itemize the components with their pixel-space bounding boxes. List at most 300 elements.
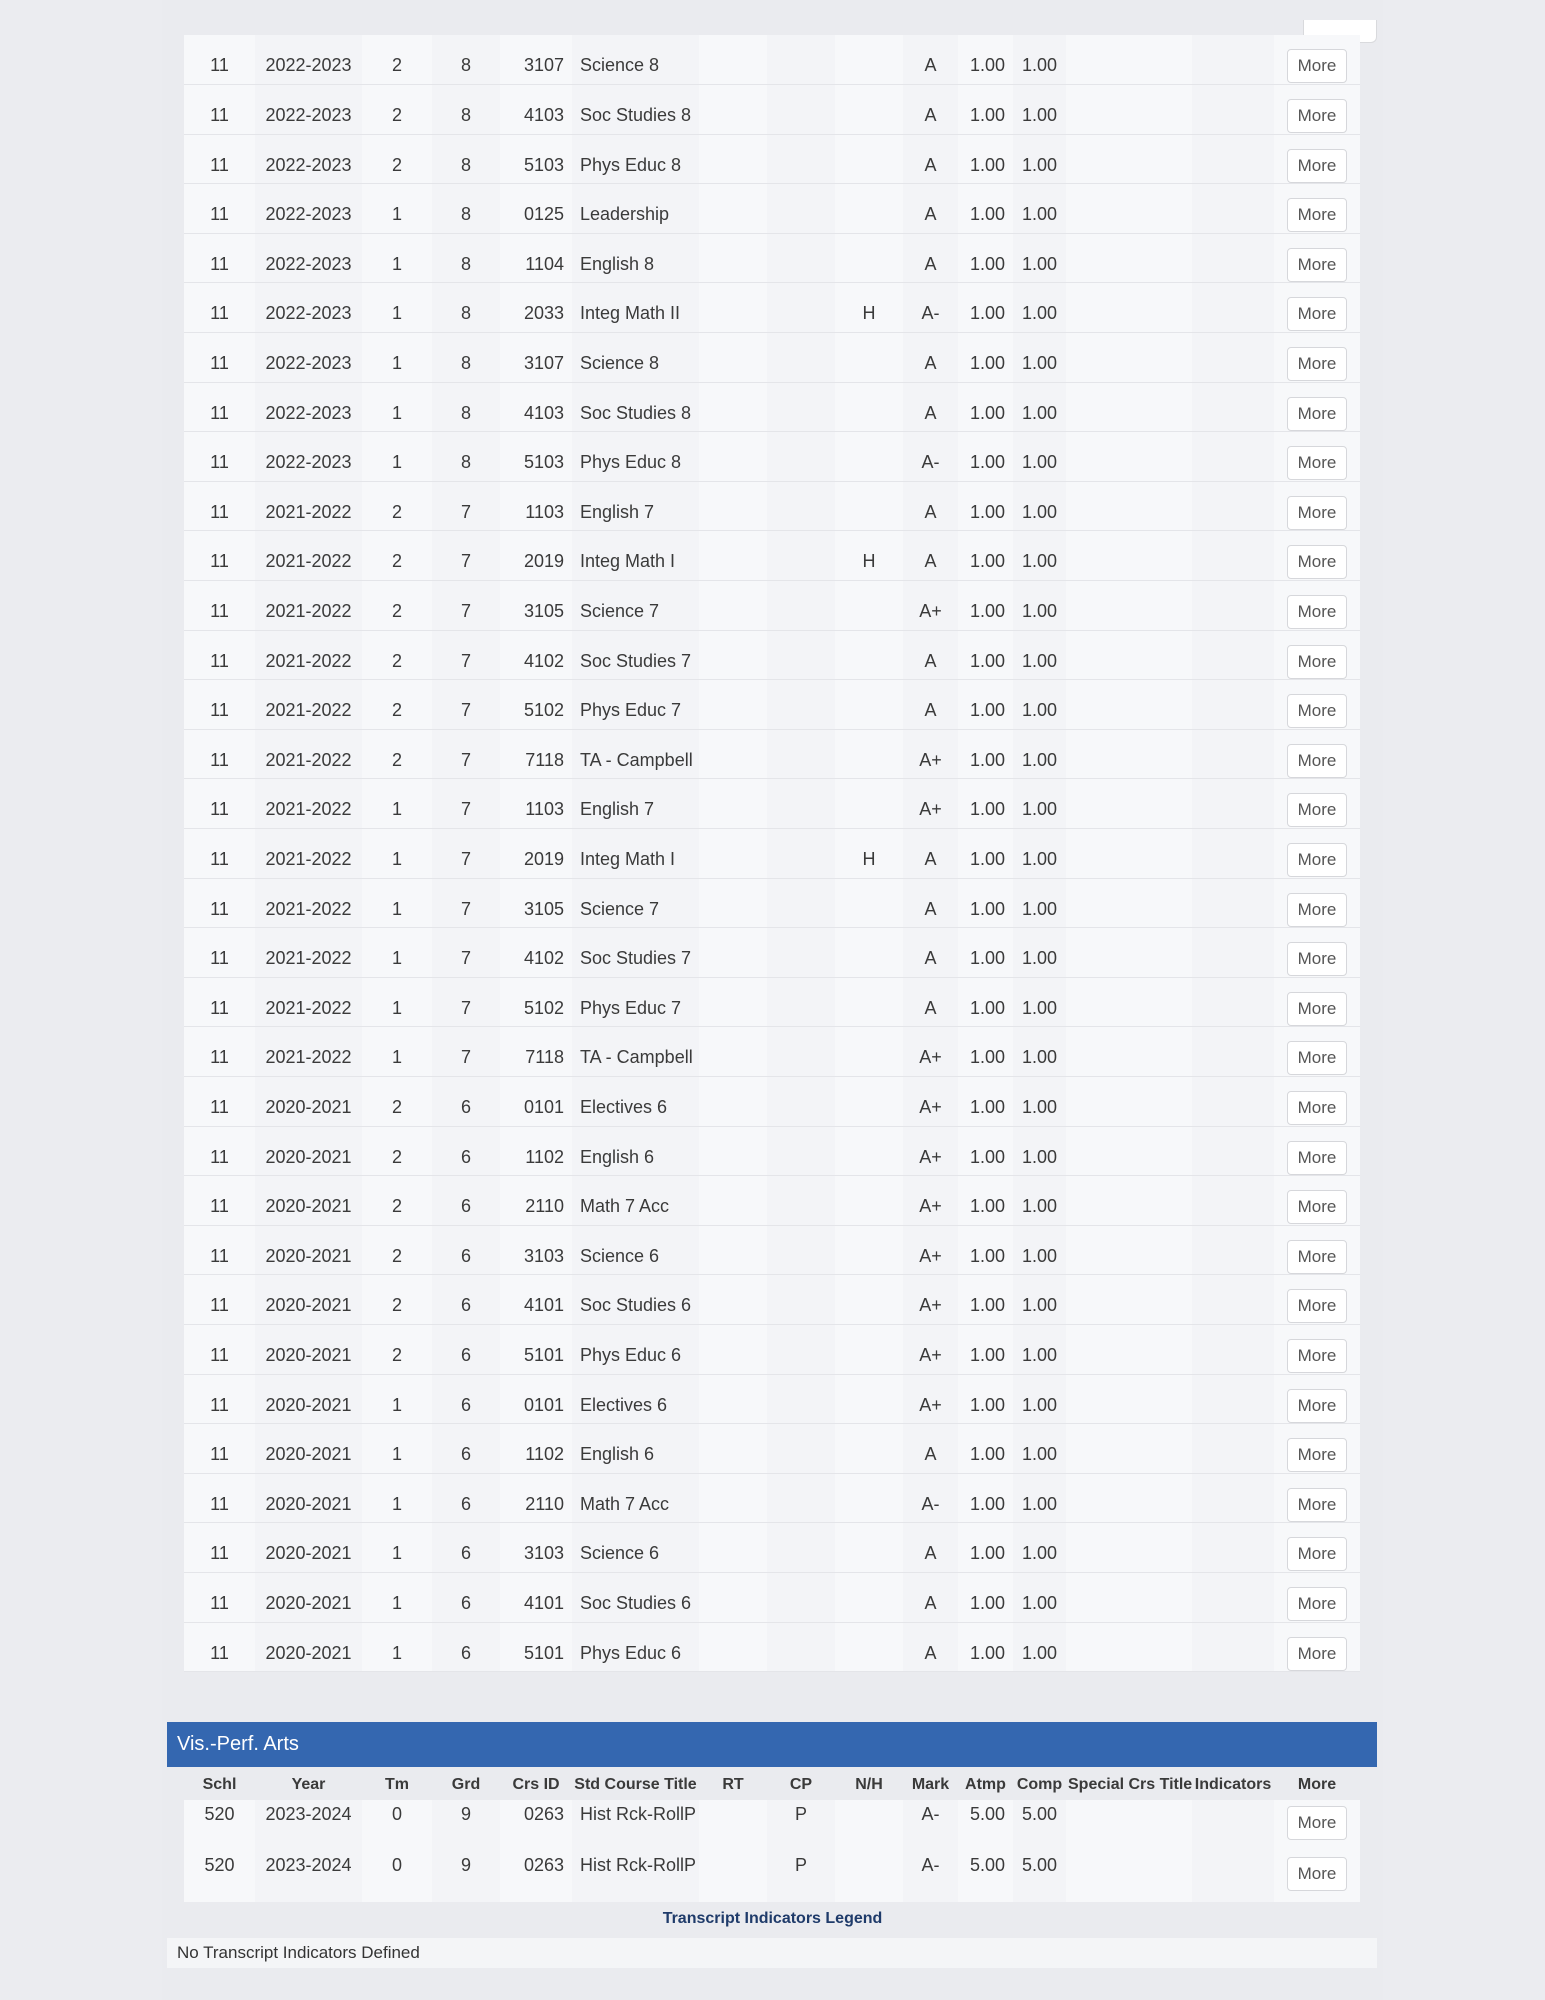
- cell-year: 2021-2022: [255, 481, 362, 531]
- cell-indicators: [1192, 779, 1274, 829]
- cell-indicators: [1192, 432, 1274, 482]
- cell-comp: 1.00: [1013, 531, 1066, 581]
- cell-cp: [767, 1176, 835, 1226]
- more-button[interactable]: More: [1287, 545, 1347, 579]
- cell-cp: [767, 1126, 835, 1176]
- cell-cp: [767, 134, 835, 184]
- cell-special-title: [1066, 35, 1192, 85]
- cell-mark: A: [903, 878, 958, 928]
- cell-rt: [699, 1523, 767, 1573]
- cell-tm: 2: [362, 481, 432, 531]
- cell-course-title: TA - Campbell: [572, 1027, 699, 1077]
- cell-comp: 1.00: [1013, 1424, 1066, 1474]
- cell-special-title: [1066, 1622, 1192, 1672]
- cell-tm: 2: [362, 531, 432, 581]
- cell-crs-id: 4101: [500, 1275, 572, 1325]
- table-header-row: [184, 1770, 1360, 1800]
- cell-mark: A: [903, 85, 958, 135]
- cell-more: [1274, 1622, 1360, 1672]
- column-header: Atmp: [958, 1770, 1013, 1800]
- cell-grd: 6: [432, 1374, 500, 1424]
- cell-year: 2021-2022: [255, 630, 362, 680]
- cell-course-title: Integ Math I: [572, 829, 699, 879]
- cell-more: [1274, 1473, 1360, 1523]
- table-row: [184, 1473, 1360, 1523]
- cell-year: 2020-2021: [255, 1275, 362, 1325]
- more-button[interactable]: More: [1287, 198, 1347, 232]
- transcript-page: [162, 0, 1383, 2000]
- cell-crs-id: 1102: [500, 1126, 572, 1176]
- cell-atmp: 1.00: [958, 184, 1013, 234]
- cell-nh: [835, 1076, 903, 1126]
- cell-grd: 7: [432, 581, 500, 631]
- cell-special-title: [1066, 481, 1192, 531]
- cell-tm: 2: [362, 581, 432, 631]
- cell-nh: [835, 1523, 903, 1573]
- cell-special-title: [1066, 1374, 1192, 1424]
- cell-cp: [767, 1572, 835, 1622]
- cell-tm: 2: [362, 85, 432, 135]
- more-button[interactable]: More: [1287, 1587, 1347, 1621]
- cell-mark: A: [903, 680, 958, 730]
- cell-cp: [767, 1622, 835, 1672]
- cell-nh: [835, 1572, 903, 1622]
- cell-tm: 2: [362, 35, 432, 85]
- cell-tm: 2: [362, 1225, 432, 1275]
- cell-special-title: [1066, 1424, 1192, 1474]
- cell-mark: A+: [903, 581, 958, 631]
- cell-more: [1274, 729, 1360, 779]
- cell-nh: [835, 581, 903, 631]
- cell-schl: 11: [184, 1275, 255, 1325]
- cell-indicators: [1192, 333, 1274, 383]
- more-button[interactable]: More: [1287, 1091, 1347, 1125]
- cell-rt: [699, 35, 767, 85]
- table-row: [184, 1176, 1360, 1226]
- more-button[interactable]: More: [1287, 1806, 1347, 1840]
- cell-nh: [835, 1473, 903, 1523]
- table-row: [184, 1225, 1360, 1275]
- cell-cp: [767, 382, 835, 432]
- cell-tm: 1: [362, 333, 432, 383]
- cell-grd: 7: [432, 531, 500, 581]
- cell-schl: 11: [184, 1473, 255, 1523]
- cell-rt: [699, 1572, 767, 1622]
- cell-nh: [835, 630, 903, 680]
- cell-year: 2021-2022: [255, 977, 362, 1027]
- cell-special-title: [1066, 928, 1192, 978]
- more-button[interactable]: More: [1287, 893, 1347, 927]
- table-row: [184, 134, 1360, 184]
- cell-cp: [767, 1275, 835, 1325]
- cell-more: [1274, 1324, 1360, 1374]
- cell-rt: [699, 1622, 767, 1672]
- cell-schl: 11: [184, 1374, 255, 1424]
- cell-atmp: 1.00: [958, 1523, 1013, 1573]
- cell-grd: 6: [432, 1523, 500, 1573]
- table-row: [184, 630, 1360, 680]
- cell-mark: A: [903, 928, 958, 978]
- cell-more: [1274, 1027, 1360, 1077]
- cell-comp: 1.00: [1013, 1324, 1066, 1374]
- more-button[interactable]: More: [1287, 843, 1347, 877]
- cell-nh: [835, 134, 903, 184]
- cell-year: 2022-2023: [255, 333, 362, 383]
- cell-tm: 1: [362, 878, 432, 928]
- cell-schl: 11: [184, 35, 255, 85]
- table-row: [184, 977, 1360, 1027]
- cell-course-title: Soc Studies 8: [572, 85, 699, 135]
- cell-comp: 1.00: [1013, 581, 1066, 631]
- cell-mark: A: [903, 382, 958, 432]
- cell-indicators: [1192, 1523, 1274, 1573]
- cell-schl: 11: [184, 481, 255, 531]
- cell-crs-id: 4102: [500, 630, 572, 680]
- more-button[interactable]: More: [1287, 1041, 1347, 1075]
- cell-crs-id: 3105: [500, 581, 572, 631]
- cell-course-title: Soc Studies 7: [572, 630, 699, 680]
- cell-more: [1274, 1800, 1360, 1851]
- column-header: Mark: [903, 1770, 958, 1800]
- cell-rt: [699, 829, 767, 879]
- cell-cp: [767, 829, 835, 879]
- cell-year: 2020-2021: [255, 1374, 362, 1424]
- cell-schl: 520: [184, 1851, 255, 1902]
- cell-comp: 1.00: [1013, 1374, 1066, 1424]
- cell-special-title: [1066, 829, 1192, 879]
- cell-rt: [699, 779, 767, 829]
- more-button[interactable]: More: [1287, 793, 1347, 827]
- more-button[interactable]: More: [1287, 1389, 1347, 1423]
- cell-special-title: [1066, 1572, 1192, 1622]
- cell-special-title: [1066, 333, 1192, 383]
- cell-more: [1274, 85, 1360, 135]
- cell-schl: 11: [184, 977, 255, 1027]
- cell-mark: A: [903, 35, 958, 85]
- cell-crs-id: 3105: [500, 878, 572, 928]
- cell-grd: 7: [432, 878, 500, 928]
- cell-indicators: [1192, 680, 1274, 730]
- cell-course-title: English 7: [572, 779, 699, 829]
- cell-grd: 8: [432, 283, 500, 333]
- more-button[interactable]: More: [1287, 744, 1347, 778]
- cell-atmp: 1.00: [958, 85, 1013, 135]
- cell-course-title: Electives 6: [572, 1374, 699, 1424]
- cell-tm: 1: [362, 977, 432, 1027]
- cell-more: [1274, 1523, 1360, 1573]
- cell-mark: A+: [903, 1126, 958, 1176]
- cell-mark: A: [903, 184, 958, 234]
- column-header: RT: [699, 1770, 767, 1800]
- cell-comp: 1.00: [1013, 779, 1066, 829]
- cell-tm: 2: [362, 1126, 432, 1176]
- cell-rt: [699, 581, 767, 631]
- cell-atmp: 1.00: [958, 233, 1013, 283]
- more-button[interactable]: More: [1287, 149, 1347, 183]
- cell-special-title: [1066, 85, 1192, 135]
- cell-indicators: [1192, 1027, 1274, 1077]
- cell-schl: 11: [184, 531, 255, 581]
- cell-year: 2022-2023: [255, 432, 362, 482]
- cell-comp: 1.00: [1013, 1076, 1066, 1126]
- cell-special-title: [1066, 1176, 1192, 1226]
- cell-more: [1274, 1374, 1360, 1424]
- cell-nh: [835, 1126, 903, 1176]
- more-button[interactable]: More: [1287, 1857, 1347, 1891]
- cell-mark: A-: [903, 1851, 958, 1902]
- cell-special-title: [1066, 1523, 1192, 1573]
- cell-course-title: Science 6: [572, 1523, 699, 1573]
- cell-rt: [699, 1473, 767, 1523]
- cell-comp: 1.00: [1013, 1572, 1066, 1622]
- table-row: [184, 1622, 1360, 1672]
- cell-rt: [699, 85, 767, 135]
- cell-crs-id: 5103: [500, 432, 572, 482]
- cell-more: [1274, 779, 1360, 829]
- cell-rt: [699, 1225, 767, 1275]
- cell-rt: [699, 1374, 767, 1424]
- cell-grd: 8: [432, 134, 500, 184]
- cell-rt: [699, 134, 767, 184]
- cell-schl: 11: [184, 729, 255, 779]
- cell-course-title: Phys Educ 6: [572, 1622, 699, 1672]
- cell-course-title: Math 7 Acc: [572, 1176, 699, 1226]
- cell-atmp: 1.00: [958, 1225, 1013, 1275]
- cell-comp: 1.00: [1013, 283, 1066, 333]
- cell-mark: A: [903, 481, 958, 531]
- cell-year: 2022-2023: [255, 382, 362, 432]
- cell-comp: 1.00: [1013, 1027, 1066, 1077]
- cell-rt: [699, 1176, 767, 1226]
- cell-grd: 8: [432, 333, 500, 383]
- table-row: [184, 1076, 1360, 1126]
- cell-year: 2022-2023: [255, 233, 362, 283]
- more-button[interactable]: More: [1287, 1289, 1347, 1323]
- more-button[interactable]: More: [1287, 595, 1347, 629]
- cell-comp: 1.00: [1013, 233, 1066, 283]
- cell-schl: 11: [184, 779, 255, 829]
- cell-crs-id: 4103: [500, 85, 572, 135]
- cell-course-title: Math 7 Acc: [572, 1473, 699, 1523]
- cell-indicators: [1192, 382, 1274, 432]
- more-button[interactable]: More: [1287, 1141, 1347, 1175]
- column-header: CP: [767, 1770, 835, 1800]
- cell-course-title: Leadership: [572, 184, 699, 234]
- cell-cp: [767, 779, 835, 829]
- cell-year: 2020-2021: [255, 1176, 362, 1226]
- cell-mark: A+: [903, 1076, 958, 1126]
- cell-special-title: [1066, 432, 1192, 482]
- cell-atmp: 1.00: [958, 729, 1013, 779]
- cell-year: 2021-2022: [255, 1027, 362, 1077]
- cell-mark: A+: [903, 729, 958, 779]
- cell-cp: [767, 184, 835, 234]
- more-button[interactable]: More: [1287, 49, 1347, 83]
- cell-year: 2020-2021: [255, 1424, 362, 1474]
- cell-atmp: 1.00: [958, 1027, 1013, 1077]
- cell-more: [1274, 977, 1360, 1027]
- cell-indicators: [1192, 1622, 1274, 1672]
- cell-atmp: 1.00: [958, 1176, 1013, 1226]
- more-button[interactable]: More: [1287, 248, 1347, 282]
- cell-schl: 11: [184, 928, 255, 978]
- cell-comp: 1.00: [1013, 1176, 1066, 1226]
- more-button[interactable]: More: [1287, 645, 1347, 679]
- cell-tm: 0: [362, 1800, 432, 1851]
- cell-crs-id: 3103: [500, 1523, 572, 1573]
- cell-rt: [699, 1800, 767, 1851]
- cell-crs-id: 3103: [500, 1225, 572, 1275]
- cell-comp: 1.00: [1013, 680, 1066, 730]
- cell-year: 2020-2021: [255, 1473, 362, 1523]
- cell-special-title: [1066, 680, 1192, 730]
- table-row: [184, 1800, 1360, 1851]
- cell-special-title: [1066, 184, 1192, 234]
- cell-grd: 7: [432, 928, 500, 978]
- cell-comp: 1.00: [1013, 85, 1066, 135]
- cell-crs-id: 0101: [500, 1374, 572, 1424]
- cell-indicators: [1192, 581, 1274, 631]
- cell-grd: 6: [432, 1473, 500, 1523]
- table-row: [184, 829, 1360, 879]
- cell-comp: 1.00: [1013, 1126, 1066, 1176]
- cell-schl: 11: [184, 1076, 255, 1126]
- cell-schl: 11: [184, 283, 255, 333]
- cell-year: 2022-2023: [255, 35, 362, 85]
- cell-crs-id: 1104: [500, 233, 572, 283]
- more-button[interactable]: More: [1287, 99, 1347, 133]
- cell-indicators: [1192, 531, 1274, 581]
- more-button[interactable]: More: [1287, 1190, 1347, 1224]
- cell-mark: A: [903, 1572, 958, 1622]
- cell-mark: A-: [903, 1473, 958, 1523]
- more-button[interactable]: More: [1287, 297, 1347, 331]
- cell-nh: [835, 1176, 903, 1226]
- cell-course-title: Soc Studies 6: [572, 1275, 699, 1325]
- cell-atmp: 1.00: [958, 779, 1013, 829]
- cell-course-title: English 6: [572, 1424, 699, 1474]
- cell-indicators: [1192, 481, 1274, 531]
- cell-cp: [767, 1374, 835, 1424]
- cell-more: [1274, 1176, 1360, 1226]
- cell-grd: 8: [432, 184, 500, 234]
- column-header: Crs ID: [500, 1770, 572, 1800]
- cell-tm: 1: [362, 283, 432, 333]
- table-row: [184, 1851, 1360, 1902]
- more-button[interactable]: More: [1287, 446, 1347, 480]
- cell-nh: [835, 729, 903, 779]
- cell-rt: [699, 630, 767, 680]
- cell-comp: 1.00: [1013, 1275, 1066, 1325]
- cell-cp: [767, 1027, 835, 1077]
- cell-more: [1274, 233, 1360, 283]
- cell-rt: [699, 481, 767, 531]
- cell-crs-id: 4101: [500, 1572, 572, 1622]
- cell-rt: [699, 333, 767, 383]
- cell-crs-id: 1103: [500, 481, 572, 531]
- cell-comp: 1.00: [1013, 829, 1066, 879]
- cell-cp: [767, 283, 835, 333]
- cell-special-title: [1066, 977, 1192, 1027]
- more-button[interactable]: More: [1287, 1637, 1347, 1671]
- cell-schl: 11: [184, 1324, 255, 1374]
- cell-grd: 9: [432, 1800, 500, 1851]
- cell-comp: 1.00: [1013, 333, 1066, 383]
- more-button[interactable]: More: [1287, 694, 1347, 728]
- cell-mark: A+: [903, 1275, 958, 1325]
- more-button[interactable]: More: [1287, 942, 1347, 976]
- cell-nh: H: [835, 531, 903, 581]
- cell-course-title: Phys Educ 8: [572, 432, 699, 482]
- cell-grd: 7: [432, 829, 500, 879]
- cell-nh: [835, 1800, 903, 1851]
- cell-year: 2020-2021: [255, 1324, 362, 1374]
- more-button[interactable]: More: [1287, 1537, 1347, 1571]
- cell-indicators: [1192, 928, 1274, 978]
- more-button[interactable]: More: [1287, 1488, 1347, 1522]
- table-row: [184, 1424, 1360, 1474]
- cell-atmp: 1.00: [958, 1424, 1013, 1474]
- cell-mark: A: [903, 977, 958, 1027]
- cell-year: 2022-2023: [255, 85, 362, 135]
- cell-grd: 8: [432, 432, 500, 482]
- cell-crs-id: 5101: [500, 1622, 572, 1672]
- cell-schl: 11: [184, 233, 255, 283]
- cell-course-title: Science 7: [572, 581, 699, 631]
- more-button[interactable]: More: [1287, 992, 1347, 1026]
- cell-year: 2022-2023: [255, 283, 362, 333]
- cell-crs-id: 1103: [500, 779, 572, 829]
- cell-mark: A: [903, 1622, 958, 1672]
- cell-schl: 11: [184, 1027, 255, 1077]
- more-button[interactable]: More: [1287, 347, 1347, 381]
- cell-crs-id: 5103: [500, 134, 572, 184]
- cell-rt: [699, 1076, 767, 1126]
- cell-crs-id: 0125: [500, 184, 572, 234]
- cell-atmp: 1.00: [958, 531, 1013, 581]
- cell-special-title: [1066, 382, 1192, 432]
- cell-atmp: 1.00: [958, 1572, 1013, 1622]
- more-button[interactable]: More: [1287, 1339, 1347, 1373]
- more-button[interactable]: More: [1287, 397, 1347, 431]
- cell-cp: [767, 233, 835, 283]
- cell-more: [1274, 1126, 1360, 1176]
- cell-mark: A: [903, 829, 958, 879]
- cell-schl: 11: [184, 1126, 255, 1176]
- more-button[interactable]: More: [1287, 1240, 1347, 1274]
- column-header: Grd: [432, 1770, 500, 1800]
- cell-nh: [835, 928, 903, 978]
- cell-special-title: [1066, 779, 1192, 829]
- cell-nh: [835, 333, 903, 383]
- cell-course-title: Integ Math I: [572, 531, 699, 581]
- cell-nh: [835, 382, 903, 432]
- cell-atmp: 1.00: [958, 283, 1013, 333]
- table-row: [184, 680, 1360, 730]
- more-button[interactable]: More: [1287, 496, 1347, 530]
- cell-nh: [835, 1424, 903, 1474]
- cell-indicators: [1192, 1473, 1274, 1523]
- course-history-table: [184, 35, 1360, 1672]
- cell-indicators: [1192, 1374, 1274, 1424]
- cell-special-title: [1066, 630, 1192, 680]
- cell-special-title: [1066, 1027, 1192, 1077]
- cell-mark: A-: [903, 432, 958, 482]
- cell-atmp: 1.00: [958, 977, 1013, 1027]
- cell-nh: [835, 1027, 903, 1077]
- more-button[interactable]: More: [1287, 1438, 1347, 1472]
- cell-year: 2023-2024: [255, 1800, 362, 1851]
